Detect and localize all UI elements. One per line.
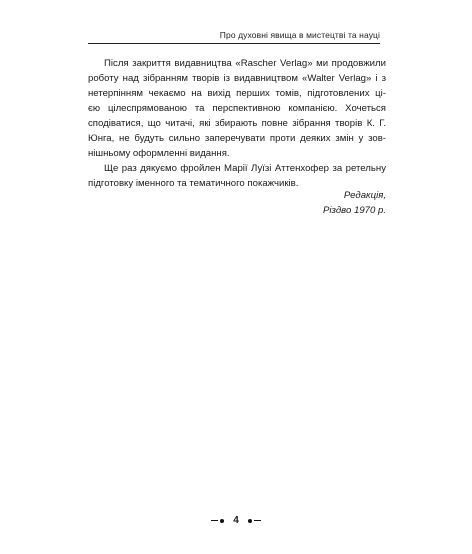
text-line: єю цілеспрямованою та перспективною компанією. Хочеться <box>88 103 386 114</box>
text-line: сподіватися, що читачі, які збирають повне зібрання творів К. Г. <box>88 118 386 129</box>
text-line: роботу над зібранням творів із видавництвом «Walter Verlag» і з <box>88 73 386 84</box>
page-number: 4 <box>233 515 239 526</box>
signature-author: Редакція, <box>343 190 386 201</box>
text-line: підготовку іменного та тематичного покажчиків. <box>88 178 299 189</box>
text-line: Юнга, не будуть сильно заперечувати проти деяких змін у зов- <box>88 133 386 144</box>
text-line: нішньому оформленні видання. <box>88 148 230 159</box>
body-text <box>88 56 386 191</box>
text-line: Ще раз дякуємо фройлен Марії Луїзі Аттенхофер за ретельну <box>104 163 386 174</box>
signature-block <box>88 188 386 218</box>
running-header: Про духовні явища в мистецтві та науці <box>88 30 380 44</box>
page-footer <box>0 515 472 526</box>
right-ornament <box>246 519 261 523</box>
text-line: нетерпінням чекаємо на вихід перших томів, підготовлених ці- <box>88 88 386 99</box>
left-ornament <box>211 519 226 523</box>
text-line: Після закриття видавництва «Rascher Verlag» ми продовжили <box>104 58 386 69</box>
paragraph-1 <box>88 56 386 161</box>
signature-date: Різдво 1970 р. <box>323 205 386 216</box>
paragraph-2 <box>88 161 386 191</box>
